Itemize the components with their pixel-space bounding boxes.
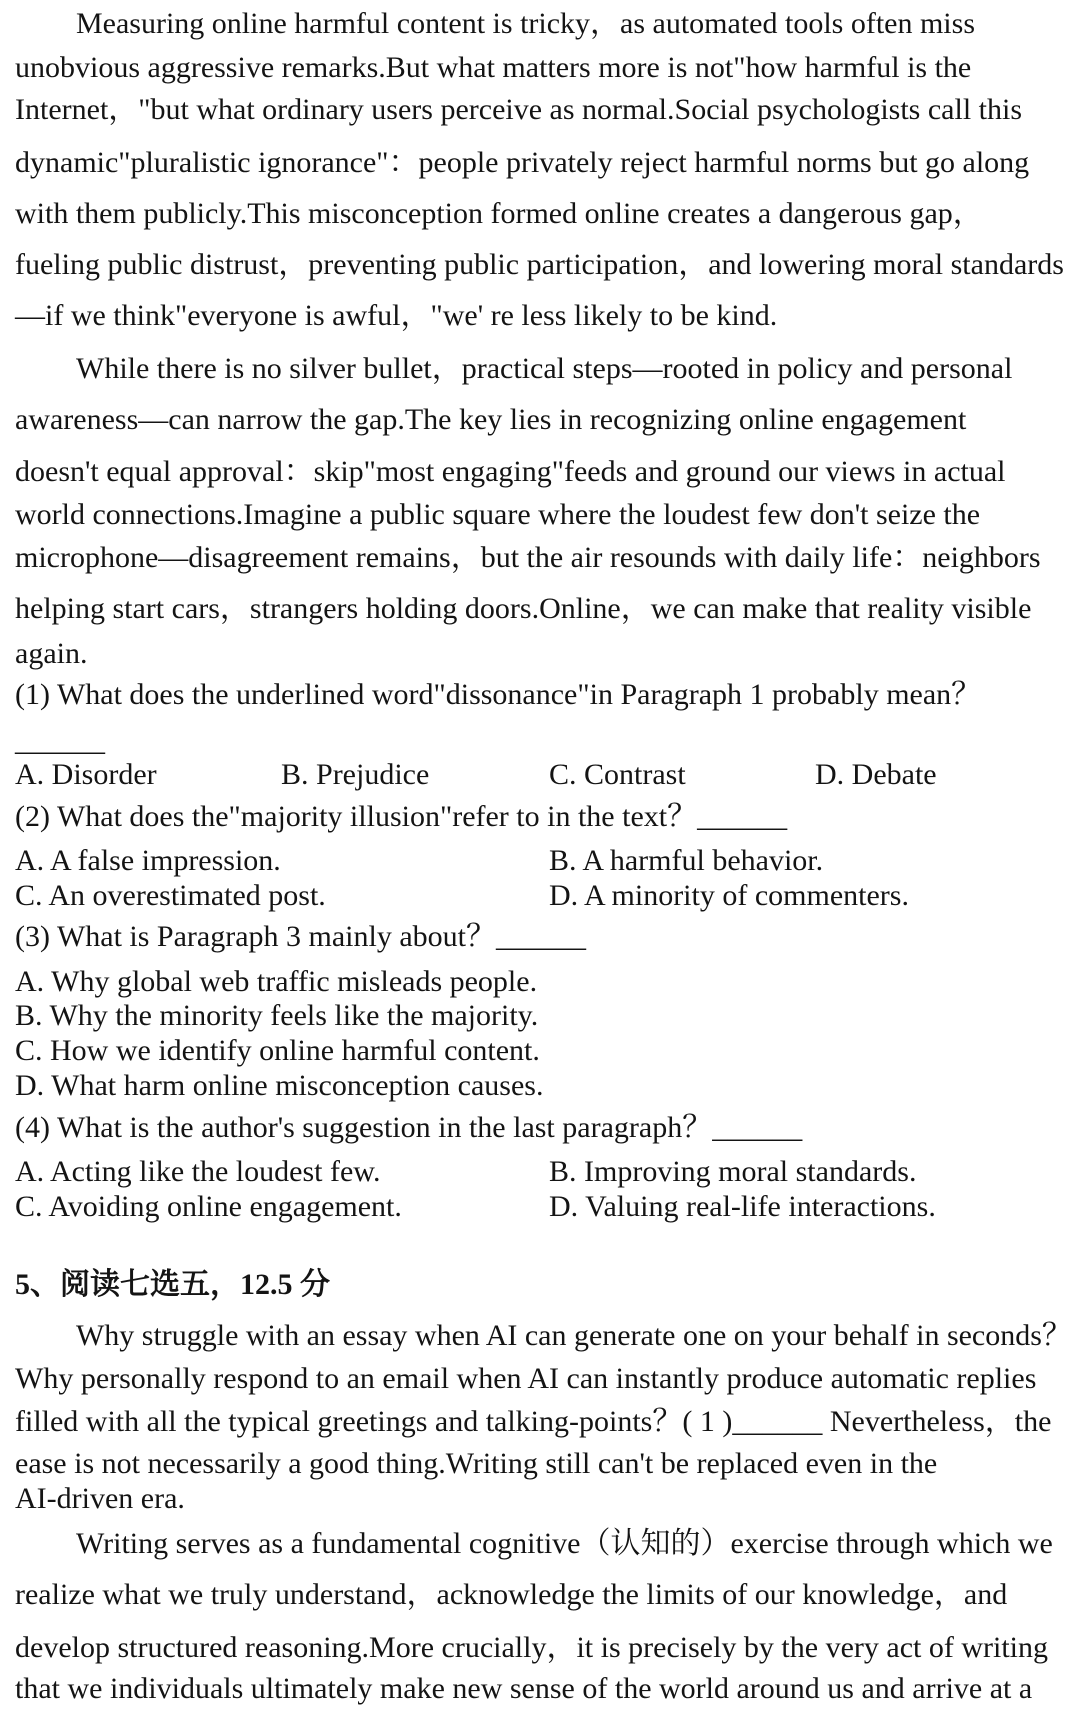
paragraph-line: AI-driven era. xyxy=(15,1482,185,1515)
option-c: C. Avoiding online engagement. xyxy=(15,1190,402,1223)
option-b: B. A harmful behavior. xyxy=(549,844,824,877)
paragraph-line: microphone—disagreement remains，but the air resounds with daily life：neighbors xyxy=(15,541,1041,574)
paragraph-line: While there is no silver bullet，practical steps—rooted in policy and personal xyxy=(76,352,1013,385)
paragraph-line: world connections.Imagine a public square where the loudest few don't seize the xyxy=(15,498,981,531)
option-c: C. How we identify online harmful content. xyxy=(15,1034,540,1067)
option-d: D. Valuing real-life interactions. xyxy=(549,1190,936,1223)
question-stem: (1) What does the underlined word"dissonance"in Paragraph 1 probably mean？ xyxy=(15,678,982,711)
option-c: C. Contrast xyxy=(549,758,686,791)
option-a: A. Why global web traffic misleads people. xyxy=(15,965,538,998)
answer-blank: ______ xyxy=(496,920,586,953)
option-a: A. Disorder xyxy=(15,758,157,791)
paragraph-line: again. xyxy=(15,637,88,670)
paragraph-line: fueling public distrust，preventing public participation，and lowering moral standards xyxy=(15,248,1064,281)
option-c: C. An overestimated post. xyxy=(15,879,326,912)
answer-blank: ______ xyxy=(15,724,105,757)
section-heading: 5、阅读七选五，12.5 分 xyxy=(15,1268,330,1301)
paragraph-line: Writing serves as a fundamental cognitive（认知的）exercise through which we xyxy=(76,1527,1053,1560)
option-b: B. Improving moral standards. xyxy=(549,1155,917,1188)
paragraph-line: —if we think"everyone is awful，"we' re less likely to be kind. xyxy=(15,299,778,332)
option-a: A. Acting like the loudest few. xyxy=(15,1155,381,1188)
paragraph-line: doesn't equal approval：skip"most engaging"feeds and ground our views in actual xyxy=(15,455,1006,488)
option-d: D. What harm online misconception causes. xyxy=(15,1069,544,1102)
paragraph-line: helping start cars，strangers holding doors.Online，we can make that reality visible xyxy=(15,592,1032,625)
paragraph-line: dynamic"pluralistic ignorance"：people privately reject harmful norms but go along xyxy=(15,146,1030,179)
paragraph-line: unobvious aggressive remarks.But what matters more is not"how harmful is the xyxy=(15,51,972,84)
question-text: (2) What does the"majority illusion"refer to in the text？ xyxy=(15,800,698,833)
paragraph-line: ease is not necessarily a good thing.Writing still can't be replaced even in the xyxy=(15,1447,938,1480)
question-stem xyxy=(15,1110,802,1146)
paragraph-line: awareness—can narrow the gap.The key lies in recognizing online engagement xyxy=(15,403,967,436)
option-b: B. Prejudice xyxy=(281,758,430,791)
paragraph-line: Why struggle with an essay when AI can generate one on your behalf in seconds？ xyxy=(76,1319,1072,1352)
question-text: (3) What is Paragraph 3 mainly about？ xyxy=(15,920,496,953)
option-b: B. Why the minority feels like the majority. xyxy=(15,999,539,1032)
option-d: D. A minority of commenters. xyxy=(549,879,909,912)
paragraph-line: Internet，"but what ordinary users perceive as normal.Social psychologists call this xyxy=(15,93,1022,126)
paragraph-line: with them publicly.This misconception formed online creates a dangerous gap， xyxy=(15,197,983,230)
option-a: A. A false impression. xyxy=(15,844,281,877)
paragraph-line: realize what we truly understand，acknowledge the limits of our knowledge，and xyxy=(15,1578,1008,1611)
answer-blank: ______ xyxy=(712,1111,803,1144)
paragraph-line: that we individuals ultimately make new sense of the world around us and arrive at a xyxy=(15,1672,1033,1705)
paragraph-line: Measuring online harmful content is tricky，as automated tools often miss xyxy=(76,7,975,40)
question-text: (4) What is the author's suggestion in the last paragraph？ xyxy=(15,1111,713,1144)
paragraph-line: filled with all the typical greetings and talking-points？( 1 )______ Nevertheless，the xyxy=(15,1405,1052,1438)
question-stem xyxy=(15,799,787,835)
paragraph-line: Why personally respond to an email when AI can instantly produce automatic replies xyxy=(15,1362,1037,1395)
answer-blank: ______ xyxy=(697,800,788,833)
question-stem xyxy=(15,919,586,955)
option-d: D. Debate xyxy=(815,758,937,791)
paragraph-line: develop structured reasoning.More crucially，it is precisely by the very act of writing xyxy=(15,1631,1049,1664)
